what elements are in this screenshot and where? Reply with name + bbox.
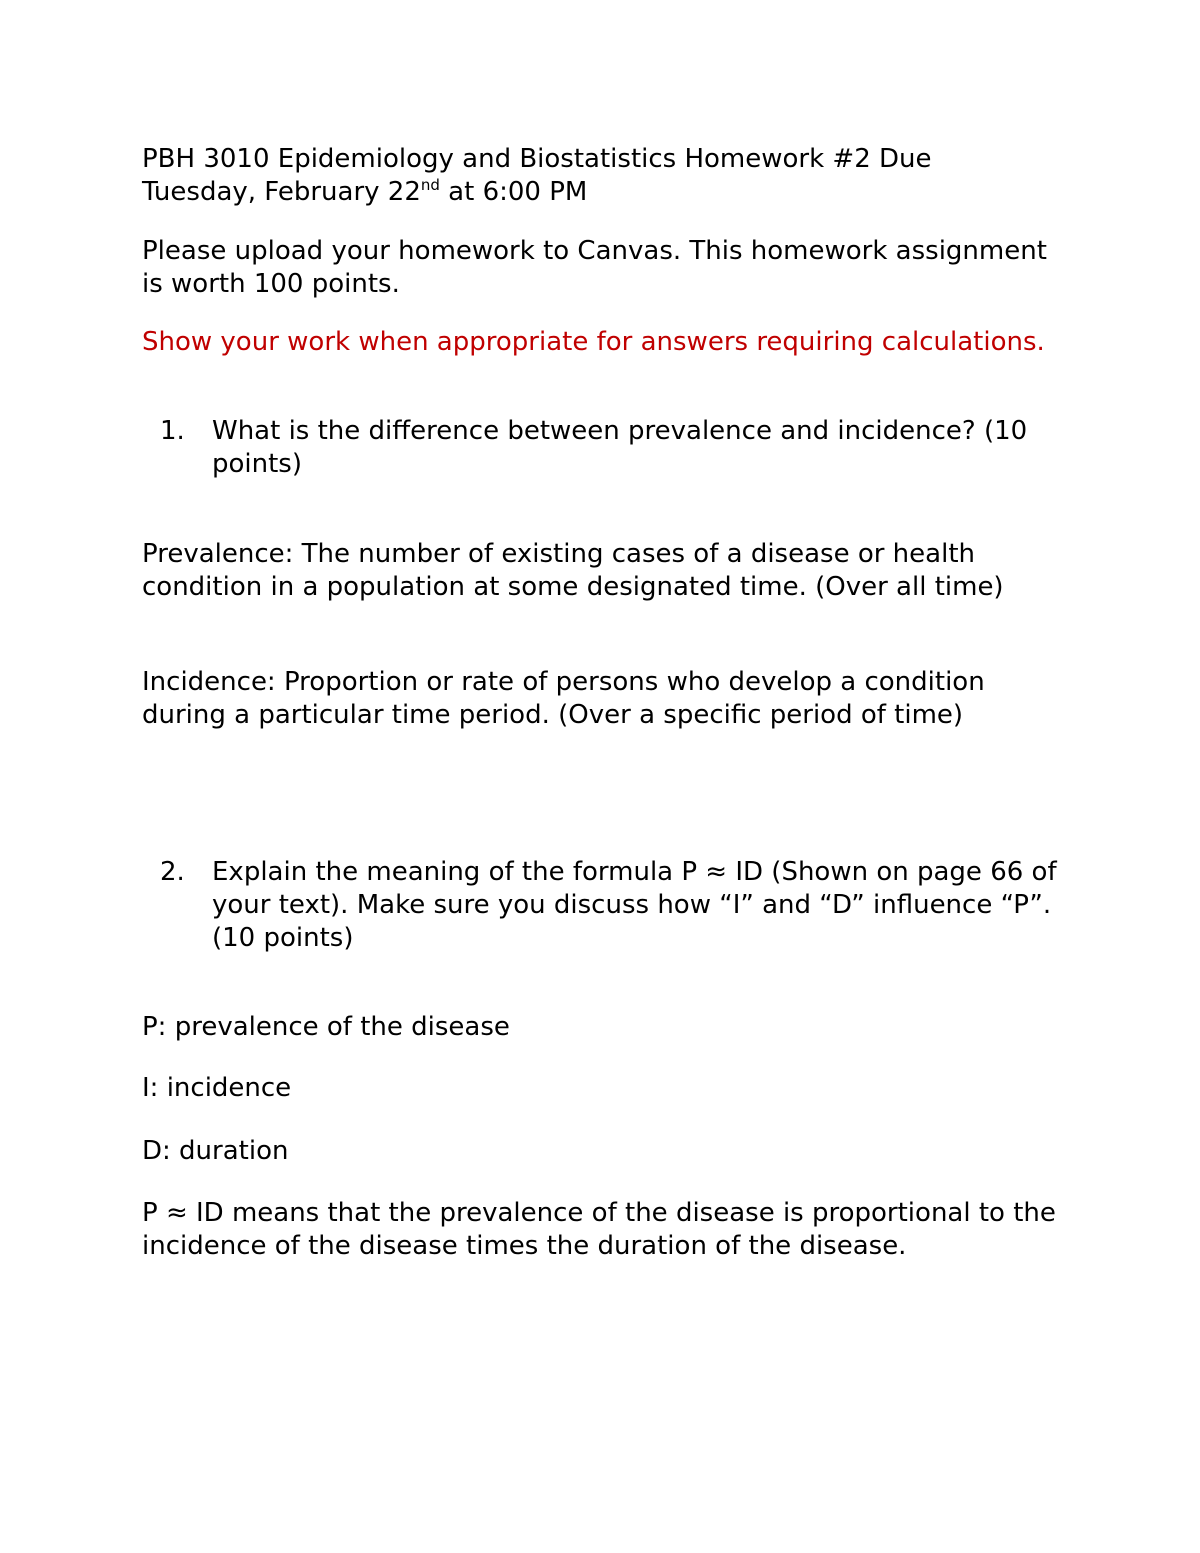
show-work-note: Show your work when appropriate for answers requiring calculations. [142,327,1045,357]
definition-p: P: prevalence of the disease [142,1012,510,1042]
title-ordinal-suffix: nd [420,176,440,194]
answer-prevalence: Prevalence: The number of existing cases of a disease or health condition in a population at some designated time. (Over all time) [142,539,1004,602]
definition-i: I: incidence [142,1073,292,1103]
question-2-number: 2. [160,857,185,887]
answer-incidence: Incidence: Proportion or rate of persons who develop a condition during a particular time period. (Over a specific period of time) [142,667,985,730]
question-2-text: Explain the meaning of the formula P ≈ ID (Shown on page 66 of your text). Make sure you discuss how “I” and “D” influence “P”. (10 points) [212,857,1057,953]
formula-explanation: P ≈ ID means that the prevalence of the disease is proportional to the incidence of the disease times the duration of the disease. [142,1198,1056,1261]
title-line-1: PBH 3010 Epidemiology and Biostatistics Homework #2 Due [142,144,932,174]
title-line-2-end: at 6:00 PM [439,177,588,207]
question-1-text: What is the difference between prevalence and incidence? (10 points) [212,416,1028,479]
definition-d: D: duration [142,1136,289,1166]
title-line-2-start: Tuesday, February 22 [142,177,421,207]
question-1-number: 1. [160,416,185,446]
document-title [142,143,1072,209]
upload-instructions: Please upload your homework to Canvas. This homework assignment is worth 100 points. [142,236,1047,299]
